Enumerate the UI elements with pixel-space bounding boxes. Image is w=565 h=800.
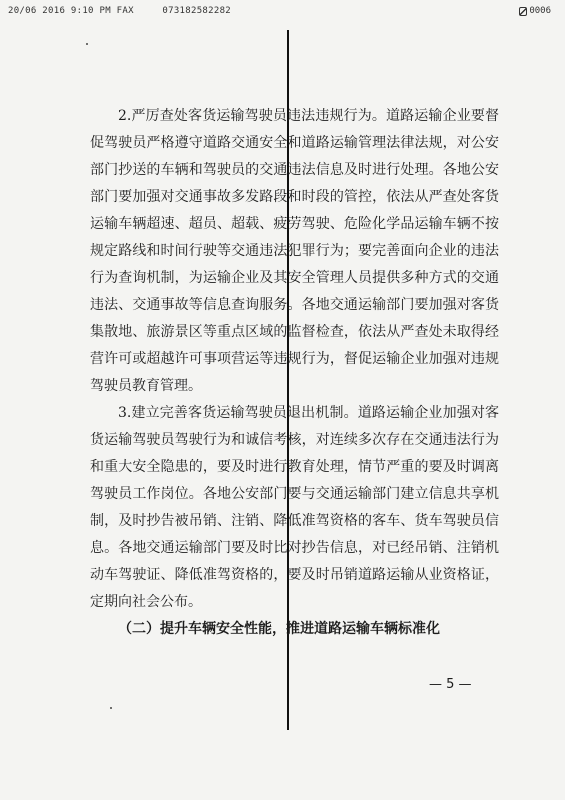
paragraph: 2.严厉查处客货运输驾驶员违法违规行为。道路运输企业要督促驾驶员严格遵守道路交通安全和道路运输管理法律法规，对公安部门抄送的车辆和驾驶员的交通违法信息及时进行处理。各地公安部门要加强对交通事故多发路段和时段的管控，依法从严查处客货运输车辆超速、超员、超载、疲劳驾驶、危险化学品运输车辆不按规定路线和时间行驶等交通违法犯罪行为；要完善面向企业的违法行为查询机制，为运输企业及其安全管理人员提供多种方式的交通违法、交通事故等信息查询服务。各地交通运输部门要加强对客货集散地、旅游景区等重点区域的监督检查，依法从严查处未取得经营许可或超越许可事项营运等违规行为，督促运输企业加强对违规驾驶员教育管理。	[90, 108, 499, 394]
scan-speck	[86, 43, 88, 45]
fax-page-indicator	[519, 6, 551, 16]
page-number: — 5 —	[429, 677, 472, 692]
fax-number: 073182582282	[162, 6, 232, 16]
scan-speck	[110, 707, 112, 709]
fax-page-code: 0006	[529, 6, 551, 16]
fax-header	[8, 6, 231, 16]
section-heading: （二）提升车辆安全性能，推进道路运输车辆标准化	[118, 621, 440, 637]
fax-datetime: 20/06 2016 9:10 PM FAX	[8, 6, 134, 16]
document-body	[90, 103, 499, 643]
paragraph: 3.建立完善客货运输驾驶员退出机制。道路运输企业加强对客货运输驾驶员驾驶行为和诚信考核，对连续多次存在交通违法行为和重大安全隐患的，要及时进行教育处理，情节严重的要及时调离驾驶员工作岗位。各地公安部门要与交通运输部门建立信息共享机制，及时抄告被吊销、注销、降低准驾资格的客车、货车驾驶员信息。各地交通运输部门要及时比对抄告信息，对已经吊销、注销机动车驾驶证、降低准驾资格的，要及时吊销道路运输从业资格证，定期向社会公布。	[90, 405, 499, 610]
fax-page-icon	[519, 7, 527, 16]
